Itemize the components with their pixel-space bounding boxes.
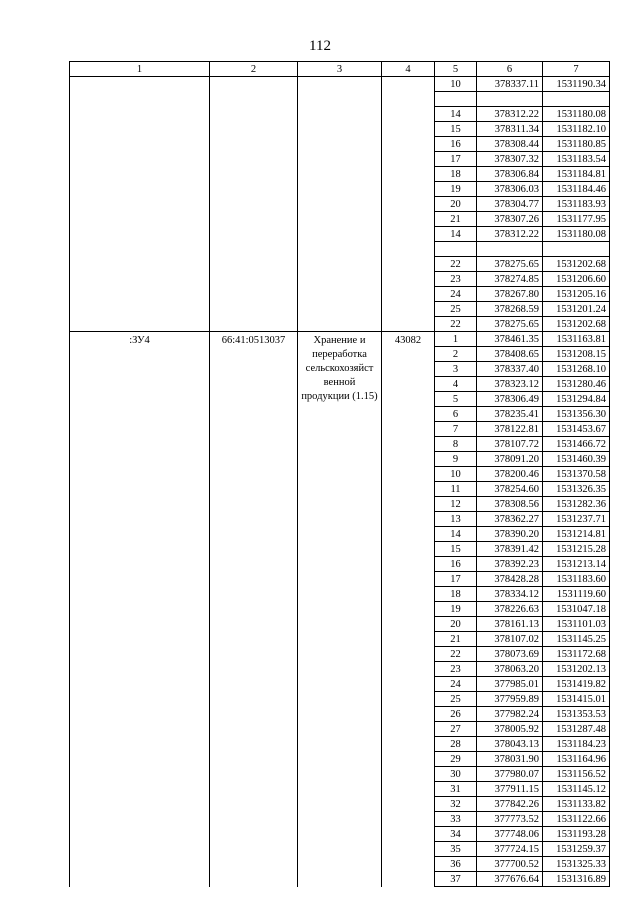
point-number: 18 [435, 587, 477, 602]
point-number: 14 [435, 107, 477, 122]
coordinate-y: 1531164.96 [543, 752, 610, 767]
header-cell: 5 [435, 62, 477, 77]
point-number: 21 [435, 632, 477, 647]
coordinate-x: 377959.89 [477, 692, 543, 707]
header-cell: 6 [477, 62, 543, 77]
coordinate-x: 377700.52 [477, 857, 543, 872]
coordinate-x: 378268.59 [477, 302, 543, 317]
coordinate-x: 378275.65 [477, 317, 543, 332]
coordinate-y: 1531214.81 [543, 527, 610, 542]
point-number: 17 [435, 152, 477, 167]
coordinate-x: 378267.80 [477, 287, 543, 302]
coordinate-x: 378306.84 [477, 167, 543, 182]
point-number: 10 [435, 77, 477, 92]
coordinate-x: 378226.63 [477, 602, 543, 617]
point-number: 25 [435, 692, 477, 707]
point-number [435, 92, 477, 107]
coordinate-y: 1531180.85 [543, 137, 610, 152]
coordinates-table [69, 61, 610, 887]
coordinate-x: 378306.49 [477, 392, 543, 407]
coordinate-x: 378312.22 [477, 227, 543, 242]
coordinate-y: 1531183.93 [543, 197, 610, 212]
coordinate-y: 1531268.10 [543, 362, 610, 377]
coordinate-x: 378306.03 [477, 182, 543, 197]
coordinate-y: 1531180.08 [543, 227, 610, 242]
coordinate-y: 1531325.33 [543, 857, 610, 872]
coordinate-x: 378428.28 [477, 572, 543, 587]
point-number: 5 [435, 392, 477, 407]
coordinate-y: 1531180.08 [543, 107, 610, 122]
point-number: 11 [435, 482, 477, 497]
point-number: 3 [435, 362, 477, 377]
point-number: 7 [435, 422, 477, 437]
coordinate-y: 1531201.24 [543, 302, 610, 317]
coordinate-y: 1531356.30 [543, 407, 610, 422]
land-plot-designation [70, 77, 210, 332]
point-number: 34 [435, 827, 477, 842]
coordinate-x: 378337.11 [477, 77, 543, 92]
point-number: 28 [435, 737, 477, 752]
coordinate-y: 1531460.39 [543, 452, 610, 467]
coordinate-y: 1531326.35 [543, 482, 610, 497]
point-number: 22 [435, 257, 477, 272]
coordinate-y: 1531133.82 [543, 797, 610, 812]
coordinate-y [543, 92, 610, 107]
coordinate-x: 378161.13 [477, 617, 543, 632]
table-row [70, 77, 610, 92]
coordinate-x: 378323.12 [477, 377, 543, 392]
header-cell: 3 [298, 62, 382, 77]
coordinate-y: 1531156.52 [543, 767, 610, 782]
coordinate-y: 1531282.36 [543, 497, 610, 512]
land-plot-designation: :ЗУ4 [70, 332, 210, 887]
header-cell: 4 [382, 62, 435, 77]
coordinate-x: 378091.20 [477, 452, 543, 467]
cadastral-number [210, 77, 298, 332]
coordinate-y: 1531202.13 [543, 662, 610, 677]
point-number: 24 [435, 287, 477, 302]
coordinate-x: 378073.69 [477, 647, 543, 662]
point-number: 20 [435, 197, 477, 212]
coordinate-y: 1531259.37 [543, 842, 610, 857]
point-number: 6 [435, 407, 477, 422]
coordinate-x: 378235.41 [477, 407, 543, 422]
coordinate-y: 1531453.67 [543, 422, 610, 437]
coordinate-y: 1531184.46 [543, 182, 610, 197]
coordinate-y: 1531190.34 [543, 77, 610, 92]
point-number: 22 [435, 647, 477, 662]
coordinate-y: 1531294.84 [543, 392, 610, 407]
coordinate-y: 1531122.66 [543, 812, 610, 827]
header-cell: 7 [543, 62, 610, 77]
coordinate-x: 377676.64 [477, 872, 543, 887]
coordinate-y: 1531183.54 [543, 152, 610, 167]
point-number: 22 [435, 317, 477, 332]
page-number: 112 [309, 38, 331, 54]
coordinate-x: 378308.56 [477, 497, 543, 512]
coordinate-y: 1531145.12 [543, 782, 610, 797]
coordinate-x: 378275.65 [477, 257, 543, 272]
point-number: 17 [435, 572, 477, 587]
point-number: 30 [435, 767, 477, 782]
coordinate-y: 1531287.48 [543, 722, 610, 737]
point-number [435, 242, 477, 257]
coordinate-x: 378107.72 [477, 437, 543, 452]
point-number: 37 [435, 872, 477, 887]
point-number: 31 [435, 782, 477, 797]
area-value [382, 77, 435, 332]
point-number: 20 [435, 617, 477, 632]
point-number: 14 [435, 527, 477, 542]
point-number: 24 [435, 677, 477, 692]
coordinate-x: 378308.44 [477, 137, 543, 152]
point-number: 8 [435, 437, 477, 452]
coordinate-x: 377773.52 [477, 812, 543, 827]
coordinate-x: 378122.81 [477, 422, 543, 437]
point-number: 13 [435, 512, 477, 527]
point-number: 19 [435, 602, 477, 617]
point-number: 23 [435, 272, 477, 287]
point-number: 23 [435, 662, 477, 677]
header-cell: 2 [210, 62, 298, 77]
coordinate-y: 1531177.95 [543, 212, 610, 227]
coordinate-x: 378063.20 [477, 662, 543, 677]
cadastral-number: 66:41:0513037 [210, 332, 298, 887]
coordinate-x: 377911.15 [477, 782, 543, 797]
header-cell: 1 [70, 62, 210, 77]
coordinate-y: 1531184.23 [543, 737, 610, 752]
coordinate-y: 1531184.81 [543, 167, 610, 182]
coordinate-y: 1531237.71 [543, 512, 610, 527]
point-number: 16 [435, 137, 477, 152]
coordinate-y: 1531316.89 [543, 872, 610, 887]
coordinate-y: 1531215.28 [543, 542, 610, 557]
coordinate-x: 378307.26 [477, 212, 543, 227]
point-number: 14 [435, 227, 477, 242]
coordinate-x: 378043.13 [477, 737, 543, 752]
coordinate-y: 1531172.68 [543, 647, 610, 662]
coordinate-x: 378304.77 [477, 197, 543, 212]
coordinate-x [477, 242, 543, 257]
coordinate-x: 378391.42 [477, 542, 543, 557]
coordinate-y: 1531193.28 [543, 827, 610, 842]
point-number: 15 [435, 542, 477, 557]
coordinate-x: 378005.92 [477, 722, 543, 737]
coordinate-y: 1531047.18 [543, 602, 610, 617]
point-number: 25 [435, 302, 477, 317]
coordinate-x: 378337.40 [477, 362, 543, 377]
point-number: 10 [435, 467, 477, 482]
coordinate-y: 1531213.14 [543, 557, 610, 572]
coordinate-x: 378031.90 [477, 752, 543, 767]
point-number: 1 [435, 332, 477, 347]
point-number: 27 [435, 722, 477, 737]
point-number: 16 [435, 557, 477, 572]
area-value: 43082 [382, 332, 435, 887]
coordinate-y: 1531202.68 [543, 257, 610, 272]
point-number: 21 [435, 212, 477, 227]
point-number: 4 [435, 377, 477, 392]
coordinate-y: 1531182.10 [543, 122, 610, 137]
coordinate-y: 1531119.60 [543, 587, 610, 602]
coordinate-x: 378312.22 [477, 107, 543, 122]
coordinate-y: 1531353.53 [543, 707, 610, 722]
permitted-use: Хранение и переработка сельскохозяйст венной продукции (1.15) [298, 332, 382, 887]
coordinate-y: 1531466.72 [543, 437, 610, 452]
point-number: 19 [435, 182, 477, 197]
coordinate-y: 1531145.25 [543, 632, 610, 647]
coordinate-x: 378408.65 [477, 347, 543, 362]
permitted-use [298, 77, 382, 332]
coordinate-x: 377748.06 [477, 827, 543, 842]
coordinate-x: 378107.02 [477, 632, 543, 647]
point-number: 18 [435, 167, 477, 182]
coordinate-y: 1531415.01 [543, 692, 610, 707]
coordinate-x: 377980.07 [477, 767, 543, 782]
table-row [70, 332, 610, 347]
coordinate-x: 378200.46 [477, 467, 543, 482]
point-number: 9 [435, 452, 477, 467]
coordinate-x: 377842.26 [477, 797, 543, 812]
coordinate-y [543, 242, 610, 257]
header-row [70, 62, 610, 77]
coordinate-x: 378254.60 [477, 482, 543, 497]
coordinate-y: 1531419.82 [543, 677, 610, 692]
coordinate-y: 1531202.68 [543, 317, 610, 332]
coordinate-y: 1531206.60 [543, 272, 610, 287]
coordinate-x: 378334.12 [477, 587, 543, 602]
coordinate-y: 1531370.58 [543, 467, 610, 482]
coordinate-y: 1531163.81 [543, 332, 610, 347]
point-number: 15 [435, 122, 477, 137]
point-number: 26 [435, 707, 477, 722]
point-number: 12 [435, 497, 477, 512]
coordinate-x: 378392.23 [477, 557, 543, 572]
point-number: 32 [435, 797, 477, 812]
coordinate-y: 1531183.60 [543, 572, 610, 587]
coordinate-x: 377724.15 [477, 842, 543, 857]
point-number: 36 [435, 857, 477, 872]
coordinate-x: 378390.20 [477, 527, 543, 542]
coordinate-x: 377985.01 [477, 677, 543, 692]
coordinate-x: 377982.24 [477, 707, 543, 722]
coordinate-x: 378274.85 [477, 272, 543, 287]
point-number: 2 [435, 347, 477, 362]
coordinate-x [477, 92, 543, 107]
coordinate-y: 1531205.16 [543, 287, 610, 302]
coordinate-y: 1531208.15 [543, 347, 610, 362]
coordinate-x: 378307.32 [477, 152, 543, 167]
coordinate-y: 1531280.46 [543, 377, 610, 392]
coordinate-x: 378362.27 [477, 512, 543, 527]
coordinate-x: 378311.34 [477, 122, 543, 137]
point-number: 35 [435, 842, 477, 857]
point-number: 29 [435, 752, 477, 767]
point-number: 33 [435, 812, 477, 827]
coordinate-x: 378461.35 [477, 332, 543, 347]
coordinate-y: 1531101.03 [543, 617, 610, 632]
